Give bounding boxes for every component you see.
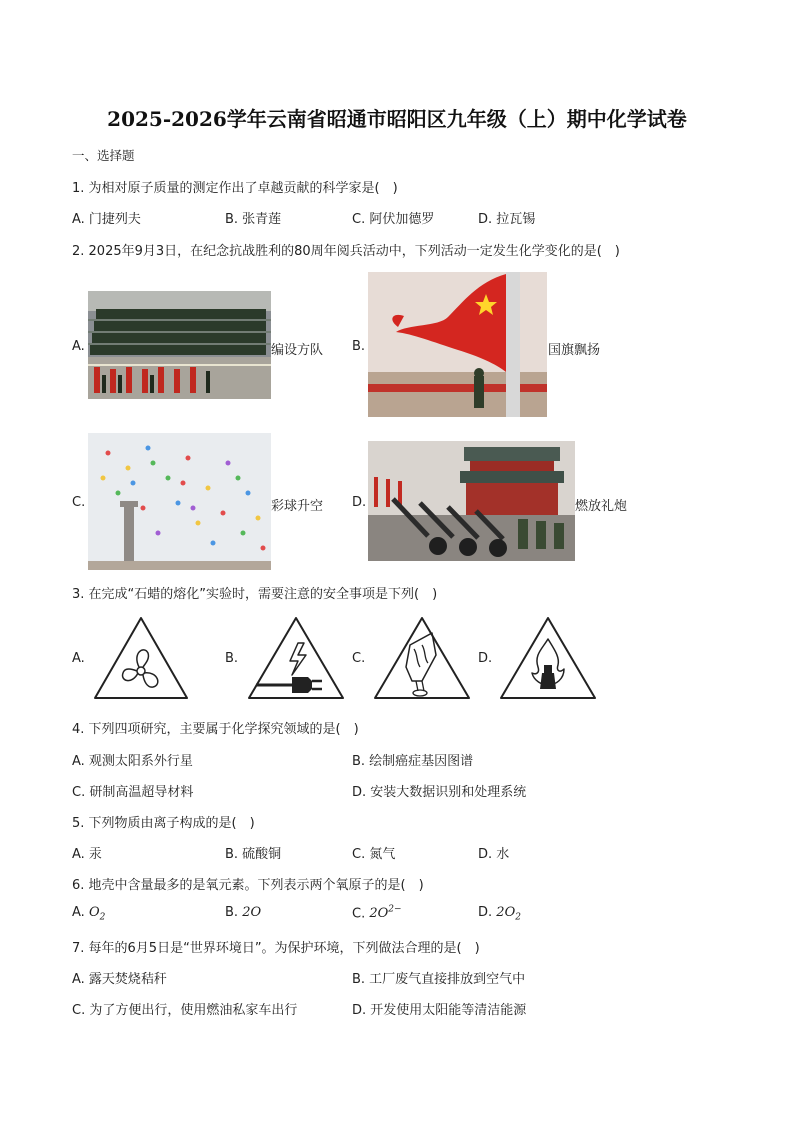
q4-option-d: D. 安装大数据识别和处理系统 bbox=[352, 785, 527, 800]
q2-caption-b: 国旗飘扬 bbox=[548, 343, 601, 358]
q1-option-c: C. 阿伏加德罗 bbox=[352, 212, 435, 227]
formula-subscript: 2 bbox=[99, 912, 106, 923]
q6-option-c bbox=[352, 905, 402, 921]
open-flame-warning-icon bbox=[498, 615, 598, 701]
q5-option-b: B. 硫酸铜 bbox=[225, 847, 282, 862]
q7-option-c: C. 为了方便出行，使用燃油私家车出行 bbox=[72, 1003, 298, 1018]
q7-option-d: D. 开发使用太阳能等清洁能源 bbox=[352, 1003, 527, 1018]
formula-base: 2O bbox=[496, 905, 516, 920]
electric-plug-warning-icon bbox=[246, 615, 346, 701]
q6-formula-b: 2O bbox=[242, 905, 262, 920]
q5-option-a: A. 汞 bbox=[72, 847, 102, 862]
q6-option-a bbox=[72, 905, 105, 923]
q6-option-a-label: A. bbox=[72, 905, 85, 920]
q2-caption-c: 彩球升空 bbox=[271, 499, 324, 514]
q6-option-d-label: D. bbox=[478, 905, 493, 920]
q6-option-d bbox=[478, 905, 521, 923]
q1-option-d: D. 拉瓦锡 bbox=[478, 212, 536, 227]
question-4-stem: 4. 下列四项研究，主要属于化学探究领域的是( ) bbox=[72, 722, 359, 737]
formula-superscript: 2− bbox=[388, 905, 402, 915]
question-7-stem: 7. 每年的6月5日是“世界环境日”。为保护环境，下列做法合理的是( ) bbox=[72, 941, 480, 956]
q2-option-c-label: C. bbox=[72, 495, 86, 510]
q6-option-c-label: C. bbox=[352, 906, 366, 922]
q3-option-c-label: C. bbox=[352, 651, 366, 666]
q6-formula-a bbox=[88, 905, 106, 923]
q2-option-d-label: D. bbox=[352, 495, 367, 510]
q7-option-a: A. 露天焚烧秸秆 bbox=[72, 972, 167, 987]
q6-formula-d bbox=[496, 905, 521, 923]
q1-option-b: B. 张青莲 bbox=[225, 212, 282, 227]
q4-option-a: A. 观测太阳系外行星 bbox=[72, 754, 193, 769]
formula-base: O bbox=[88, 905, 100, 920]
q2-caption-d: 燃放礼炮 bbox=[575, 499, 628, 514]
q2-option-a-label: A. bbox=[72, 339, 85, 354]
q3-option-b-label: B. bbox=[225, 651, 239, 666]
q5-option-c: C. 氮气 bbox=[352, 847, 396, 862]
exam-title: 2025-2026学年云南省昭通市昭阳区九年级（上）期中化学试卷 bbox=[107, 107, 687, 131]
formula-subscript: 2 bbox=[515, 912, 521, 923]
hand-wash-warning-icon bbox=[372, 615, 472, 701]
q3-option-d-label: D. bbox=[478, 651, 493, 666]
question-6-stem: 6. 地壳中含量最多的是氧元素。下列表示两个氧原子的是( ) bbox=[72, 878, 424, 893]
q6-formula-c bbox=[369, 906, 401, 921]
fan-warning-icon bbox=[92, 615, 190, 701]
balloons-photo bbox=[88, 433, 271, 570]
q2-caption-a: 编设方队 bbox=[271, 343, 324, 358]
flag-raising-photo bbox=[368, 272, 547, 417]
section-heading: 一、选择题 bbox=[72, 148, 135, 163]
question-3-stem: 3. 在完成“石蜡的熔化”实验时，需要注意的安全事项是下列( ) bbox=[72, 587, 438, 602]
parade-formation-photo bbox=[88, 291, 271, 399]
q4-option-b: B. 绘制癌症基因图谱 bbox=[352, 754, 474, 769]
q6-option-b-label: B. bbox=[225, 905, 239, 920]
question-2-stem: 2. 2025年9月3日，在纪念抗战胜利的80周年阅兵活动中，下列活动一定发生化学变化的是( ) bbox=[72, 244, 620, 259]
q2-option-b-label: B. bbox=[352, 339, 366, 354]
q4-option-c: C. 研制高温超导材料 bbox=[72, 785, 194, 800]
q3-option-a-label: A. bbox=[72, 651, 85, 666]
formula-base: 2O bbox=[369, 906, 389, 922]
question-5-stem: 5. 下列物质由离子构成的是( ) bbox=[72, 816, 255, 831]
q5-option-d: D. 水 bbox=[478, 847, 510, 862]
question-1-stem: 1. 为相对原子质量的测定作出了卓越贡献的科学家是( ) bbox=[72, 181, 398, 196]
q1-option-a: A. 门捷列夫 bbox=[72, 212, 141, 227]
salute-cannons-photo bbox=[368, 441, 575, 561]
q6-option-b bbox=[225, 905, 261, 920]
q7-option-b: B. 工厂废气直接排放到空气中 bbox=[352, 972, 526, 987]
